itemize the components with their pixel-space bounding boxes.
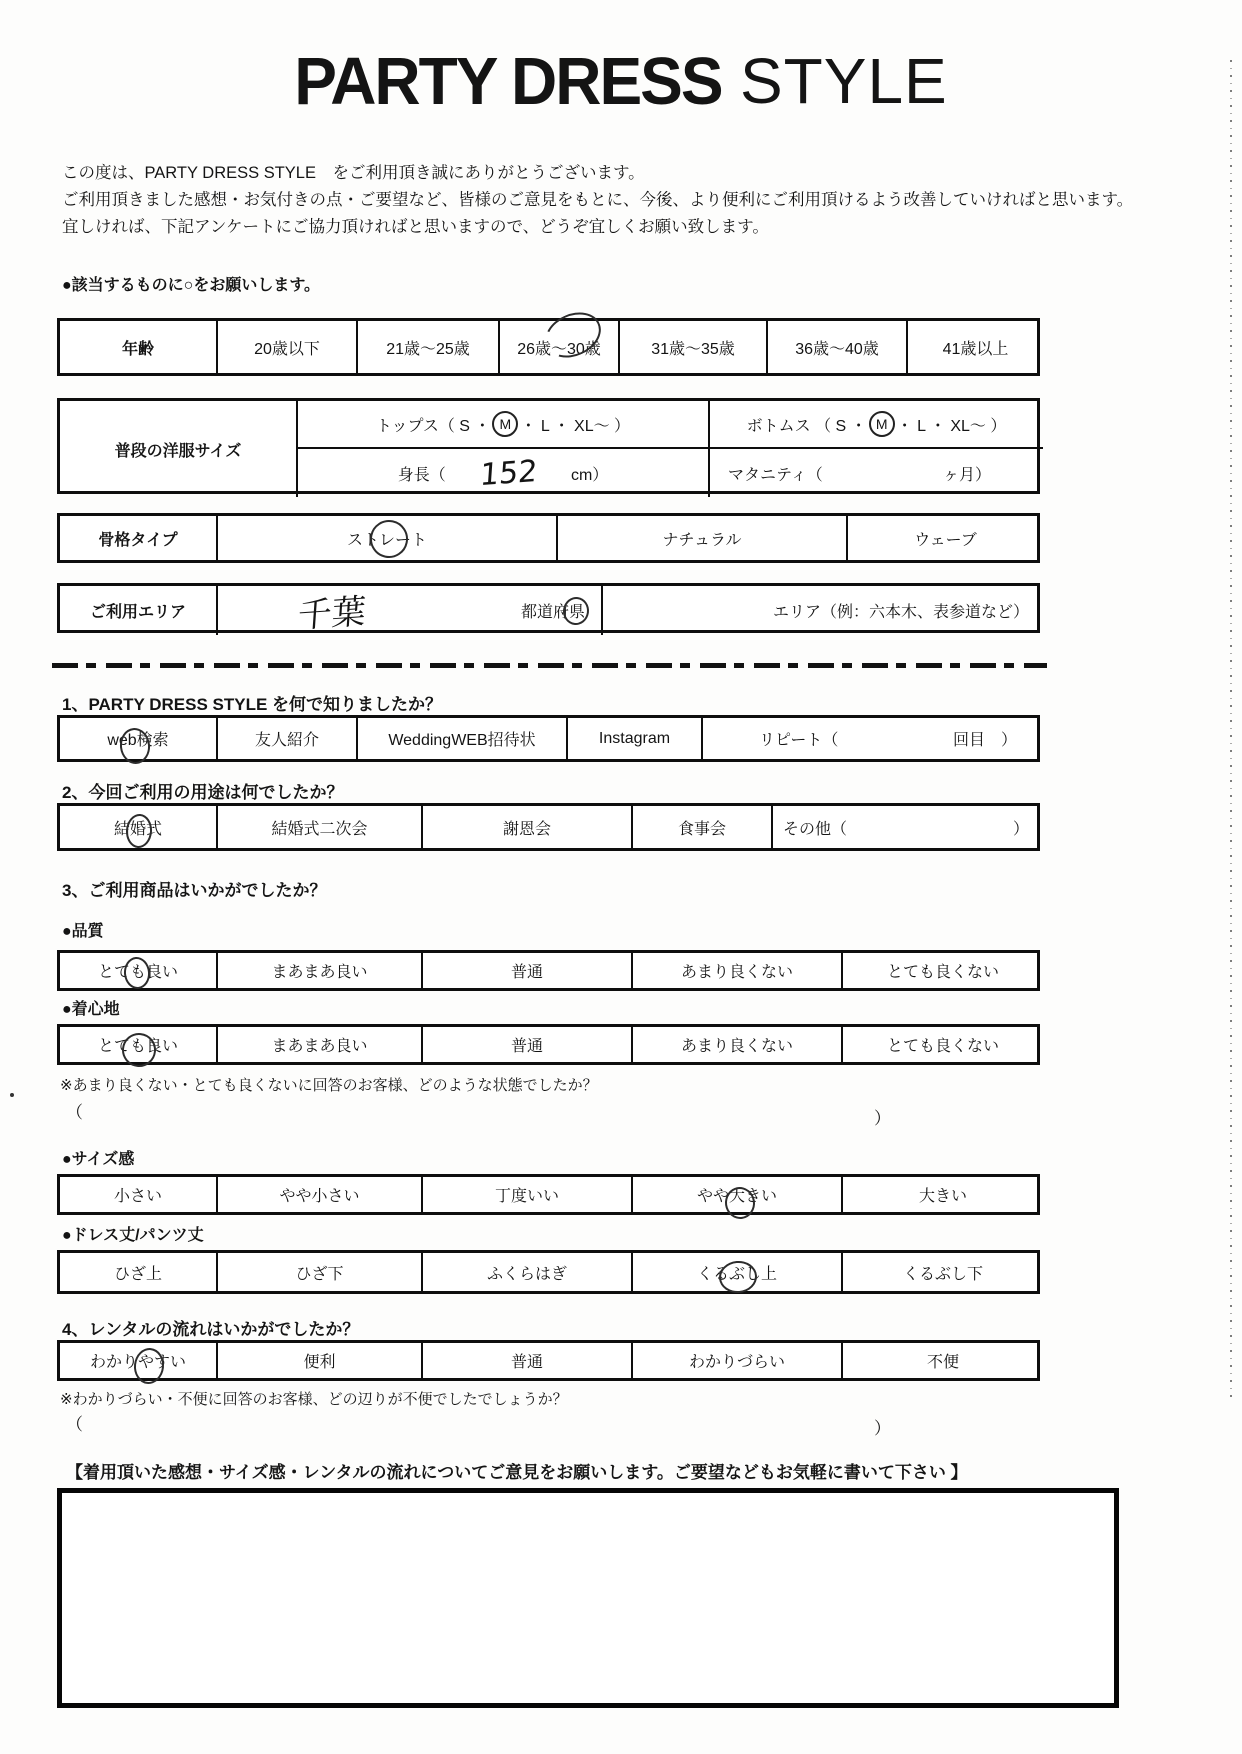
paren-close: ） xyxy=(874,1109,891,1128)
body-type-option[interactable] xyxy=(558,516,848,560)
option-label: 友人紹介 xyxy=(254,732,319,749)
instruction-text: ●該当するものに○をお願いします。 xyxy=(62,277,321,294)
q1-option[interactable] xyxy=(568,718,703,759)
option-label: 31歳〜35歳 xyxy=(651,340,735,358)
height-unit: cm） xyxy=(570,466,609,484)
option-label: 26歳〜30歳 xyxy=(517,340,601,358)
tops-suffix: ・ L ・ XL〜 ） xyxy=(520,417,631,435)
comment-label: 【着用頂いた感想・サイズ感・レンタルの流れについてご意見をお願いします。ご要望などもお気軽に書いて下さい 】 xyxy=(66,1463,968,1482)
paren-open: （ xyxy=(66,1415,83,1434)
age-option[interactable] xyxy=(908,321,1043,373)
q4-option[interactable] xyxy=(423,1343,633,1378)
height-cell[interactable] xyxy=(298,449,710,497)
option-tail: ） xyxy=(1012,820,1029,838)
fit-option[interactable] xyxy=(218,1177,423,1212)
quality-option[interactable] xyxy=(633,953,843,988)
comfort-option[interactable] xyxy=(218,1027,423,1062)
usage-area-table xyxy=(57,583,1040,637)
option-label: 普通 xyxy=(510,1038,543,1055)
comfort-table xyxy=(57,1024,1040,1065)
option-label: ひざ上 xyxy=(113,1265,162,1283)
scan-artifact xyxy=(10,1093,14,1097)
bottoms-suffix: ・ L ・ XL〜 ） xyxy=(896,417,1007,435)
option-label: 普通 xyxy=(510,964,543,981)
paren-close: ） xyxy=(874,1419,891,1438)
clothing-size-table xyxy=(57,398,1040,494)
option-label: ウェーブ xyxy=(914,531,977,549)
fit-option[interactable] xyxy=(60,1177,218,1212)
age-option[interactable] xyxy=(358,321,500,373)
option-label: 大きい xyxy=(918,1188,967,1205)
q4-note-text: ※わかりづらい・不便に回答のお客様、どの辺りが不便でしたでしょうか？ xyxy=(60,1391,568,1408)
q1-option[interactable] xyxy=(218,718,358,759)
option-label: ストレート xyxy=(346,531,427,549)
q3-note-answer-area[interactable] xyxy=(66,1098,891,1128)
option-label: やや大きい xyxy=(696,1188,777,1205)
comment-box[interactable] xyxy=(57,1488,1119,1708)
option-label: とても良い xyxy=(97,964,178,981)
option-label: ナチュラル xyxy=(662,531,742,549)
bottoms-size-cell[interactable] xyxy=(710,401,1043,449)
q4-option[interactable] xyxy=(843,1343,1043,1378)
q2-option-other[interactable] xyxy=(773,806,1043,848)
option-label: 小さい xyxy=(113,1188,162,1205)
q4-table xyxy=(57,1340,1040,1381)
quality-option[interactable] xyxy=(218,953,423,988)
quality-option[interactable] xyxy=(60,953,218,988)
q4-option[interactable] xyxy=(633,1343,843,1378)
option-label: 36歳〜40歳 xyxy=(795,340,879,358)
intro-line: ご利用頂きました感想・お気付きの点・ご要望など、皆様のご意見をもとに、今後、より便利にご利用頂けるよう改善していければと思います。 xyxy=(62,191,1134,209)
option-label: わかりやすい xyxy=(89,1354,186,1371)
tops-prefix: トップス（ S ・ xyxy=(375,417,491,435)
option-label: 20歳以下 xyxy=(254,340,320,358)
option-label: ふくらはぎ xyxy=(486,1265,567,1283)
length-table xyxy=(57,1250,1040,1294)
maternity-label: マタニティ（ xyxy=(728,466,823,484)
option-label: とても良くない xyxy=(886,964,999,981)
comfort-option[interactable] xyxy=(843,1027,1043,1062)
option-label: 結婚式二次会 xyxy=(271,820,368,838)
q3-note-text: ※あまり良くない・とても良くないに回答のお客様、どのような状態でしたか？ xyxy=(60,1077,598,1094)
paren-open: （ xyxy=(66,1103,83,1122)
q2-table xyxy=(57,803,1040,851)
option-label: WeddingWEB招待状 xyxy=(388,732,536,749)
q2-option[interactable] xyxy=(218,806,423,848)
body-type-option[interactable] xyxy=(848,516,1043,560)
area-hint-cell[interactable] xyxy=(603,586,1043,635)
q2-heading: 2、今回ご利用の用途は何でしたか？ xyxy=(62,783,344,802)
body-type-label: 骨格タイプ xyxy=(60,516,218,560)
quality-option[interactable] xyxy=(843,953,1043,988)
age-option[interactable] xyxy=(620,321,768,373)
fit-option[interactable] xyxy=(423,1177,633,1212)
option-label: やや小さい xyxy=(279,1188,360,1205)
q3-heading: 3、ご利用商品はいかがでしたか？ xyxy=(62,881,327,900)
option-label: あまり良くない xyxy=(680,964,793,981)
circled-size-m: M xyxy=(869,411,895,437)
q2-option[interactable] xyxy=(423,806,633,848)
title-bold: PARTY DRESS xyxy=(294,43,722,119)
option-label: 謝恩会 xyxy=(502,820,551,838)
maternity-cell[interactable] xyxy=(710,449,1043,497)
length-option[interactable] xyxy=(843,1253,1043,1291)
q4-option[interactable] xyxy=(60,1343,218,1378)
q4-note-answer-area[interactable] xyxy=(66,1410,891,1440)
q4-heading: 4、レンタルの流れはいかがでしたか？ xyxy=(62,1320,360,1339)
age-option[interactable] xyxy=(500,321,620,373)
option-label: 丁度いい xyxy=(494,1188,559,1205)
bottoms-prefix: ボトムス （ S ・ xyxy=(746,417,867,435)
quality-table xyxy=(57,950,1040,991)
option-label: あまり良くない xyxy=(680,1038,793,1055)
length-option[interactable] xyxy=(60,1253,218,1291)
option-label: 不便 xyxy=(926,1354,959,1371)
q1-heading: 1、PARTY DRESS STYLE を何で知りましたか？ xyxy=(62,695,443,714)
prefecture-unit: 都道府県 xyxy=(521,599,585,622)
age-option[interactable] xyxy=(768,321,908,373)
length-option[interactable] xyxy=(218,1253,423,1291)
intro-line: この度は、PARTY DRESS STYLE をご利用頂き誠にありがとうございます。 xyxy=(62,164,645,182)
option-label: 便利 xyxy=(303,1354,336,1371)
fit-label: ●サイズ感 xyxy=(62,1151,135,1168)
clothing-size-label: 普段の洋服サイズ xyxy=(60,401,298,497)
age-label: 年齢 xyxy=(60,321,218,373)
handwritten-prefecture: 千葉 xyxy=(296,591,368,637)
length-option[interactable] xyxy=(633,1253,843,1291)
comfort-option[interactable] xyxy=(423,1027,633,1062)
title-light: STYLE xyxy=(739,45,948,117)
option-label: 41歳以上 xyxy=(942,340,1009,358)
option-label: 食事会 xyxy=(677,820,726,838)
fit-option[interactable] xyxy=(633,1177,843,1212)
q1-option[interactable] xyxy=(60,718,218,759)
page-title xyxy=(0,44,1242,118)
q2-option[interactable] xyxy=(633,806,773,848)
option-label: 普通 xyxy=(510,1354,543,1371)
age-table xyxy=(57,318,1040,376)
dashed-divider xyxy=(52,663,1047,668)
q2-option[interactable] xyxy=(60,806,218,848)
option-label: わかりづらい xyxy=(688,1354,785,1371)
comfort-option[interactable] xyxy=(633,1027,843,1062)
option-label: まあまあ良い xyxy=(271,1038,368,1055)
option-label: その他（ xyxy=(783,820,848,838)
option-label: くるぶし上 xyxy=(696,1265,777,1283)
option-tail: 回目 ） xyxy=(952,732,1017,749)
intro-paragraph xyxy=(62,160,1147,241)
q1-table xyxy=(57,715,1040,762)
option-label: 結婚式 xyxy=(113,820,162,838)
q1-option-repeat[interactable] xyxy=(703,718,1043,759)
q4-option[interactable] xyxy=(218,1343,423,1378)
option-label: リピート（ xyxy=(759,732,839,749)
tops-size-cell[interactable] xyxy=(298,401,710,449)
intro-line: 宜しければ、下記アンケートにご協力頂ければと思いますので、どうぞ宜しくお願い致します。 xyxy=(62,218,769,236)
option-label: とても良くない xyxy=(886,1038,999,1055)
prefecture-cell[interactable] xyxy=(218,586,603,635)
option-label: 21歳〜25歳 xyxy=(386,340,470,358)
maternity-suffix: ヶ月） xyxy=(942,466,991,484)
option-label: まあまあ良い xyxy=(271,964,368,981)
quality-label: ●品質 xyxy=(62,923,104,940)
body-type-option[interactable] xyxy=(218,516,558,560)
usage-area-label: ご利用エリア xyxy=(60,586,218,635)
comfort-label: ●着心地 xyxy=(62,1001,120,1018)
option-label: ひざ下 xyxy=(295,1265,344,1283)
height-label: 身長（ xyxy=(397,466,446,484)
scan-artifact xyxy=(1230,60,1232,1400)
q1-option[interactable] xyxy=(358,718,568,759)
body-type-table xyxy=(57,513,1040,563)
option-label: くるぶし下 xyxy=(902,1265,983,1283)
comfort-option[interactable] xyxy=(60,1027,218,1062)
handwritten-height: 152 xyxy=(478,453,539,493)
area-hint-label: エリア（例：六本木、表参道など） xyxy=(772,604,1029,621)
option-label: とても良い xyxy=(97,1038,178,1055)
fit-option[interactable] xyxy=(843,1177,1043,1212)
length-label: ●ドレス丈/パンツ丈 xyxy=(62,1227,204,1244)
circled-size-m: M xyxy=(492,411,518,437)
age-option[interactable] xyxy=(218,321,358,373)
option-label: Instagram xyxy=(598,729,671,747)
fit-table xyxy=(57,1174,1040,1215)
length-option[interactable] xyxy=(423,1253,633,1291)
quality-option[interactable] xyxy=(423,953,633,988)
option-label: web検索 xyxy=(107,732,169,749)
